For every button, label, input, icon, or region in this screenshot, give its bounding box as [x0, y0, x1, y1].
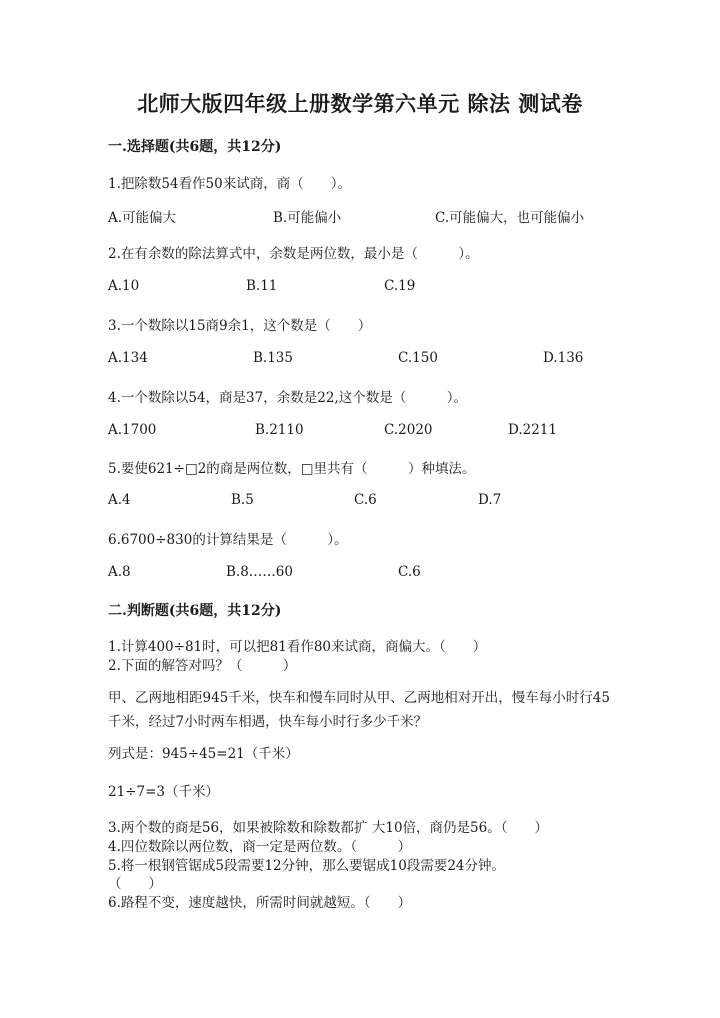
judge-question-4: 4.四位数除以两位数，商一定是两位数。（ ）	[108, 839, 412, 855]
question-6-options	[108, 564, 628, 584]
option-b: B.可能偏小	[273, 210, 342, 226]
option-b: B.135	[253, 350, 293, 366]
option-a: A.10	[108, 278, 140, 294]
section-1-heading: 一.选择题(共6题，共12分)	[108, 139, 282, 155]
question-5: 5.要使621÷□2的商是两位数，□里共有（ ）种填法。	[108, 461, 476, 477]
option-c: C.2020	[384, 422, 433, 438]
page-title: 北师大版四年级上册数学第六单元 除法 测试卷	[137, 91, 583, 116]
option-a: A.8	[108, 564, 131, 580]
question-4: 4.一个数除以54，商是37，余数是22,这个数是（ ）。	[108, 390, 467, 406]
question-4-options	[108, 422, 628, 442]
option-c: C.19	[384, 278, 416, 294]
question-3: 3.一个数除以15商9余1，这个数是（ ）	[108, 318, 372, 334]
judge-question-5-paren: （ ）	[108, 876, 162, 892]
solution-step-2: 21÷7=3（千米）	[108, 784, 219, 800]
option-d: D.7	[478, 492, 502, 508]
option-a: A.134	[108, 350, 148, 366]
question-1-options	[108, 206, 628, 226]
question-1: 1.把除数54看作50来试商，商（ ）。	[108, 176, 351, 192]
option-d: D.2211	[508, 422, 557, 438]
question-2: 2.在有余数的除法算式中，余数是两位数，最小是（ ）。	[108, 246, 479, 262]
option-b: B.8……60	[226, 564, 293, 580]
judge-question-1: 1.计算400÷81时，可以把81看作80来试商，商偏大。（ ）	[108, 639, 487, 655]
judge-question-6: 6.路程不变，速度越快，所需时间就越短。（ ）	[108, 895, 412, 911]
solution-step-1: 列式是：945÷45=21（千米）	[108, 746, 299, 762]
option-b: B.5	[231, 492, 254, 508]
judge-question-2: 2.下面的解答对吗？（ ）	[108, 658, 297, 674]
judge-question-5: 5.将一根钢管锯成5段需要12分钟，那么要锯成10段需要24分钟。	[108, 858, 506, 874]
option-c: C.6	[354, 492, 377, 508]
question-2-options	[108, 278, 628, 298]
question-5-options	[108, 492, 628, 512]
option-a: A.1700	[108, 422, 157, 438]
question-6: 6.6700÷830的计算结果是（ ）。	[108, 532, 348, 548]
option-b: B.2110	[255, 422, 304, 438]
option-d: D.136	[543, 350, 584, 366]
option-c: C.150	[398, 350, 438, 366]
option-b: B.11	[246, 278, 278, 294]
option-a: A.可能偏大	[108, 210, 177, 226]
option-c: C.6	[398, 564, 421, 580]
option-c: C.可能偏大，也可能偏小	[435, 210, 585, 226]
word-problem: 甲、乙两地相距945千米，快车和慢车同时从甲、乙两地相对开出，慢车每小时行45千米，经过7小时两车相遇，快车每小时行多少千米？	[108, 690, 610, 730]
option-a: A.4	[108, 492, 131, 508]
judge-question-3: 3.两个数的商是56，如果被除数和除数都扩 大10倍，商仍是56。（ ）	[108, 820, 548, 836]
question-3-options	[108, 350, 628, 370]
section-2-heading: 二.判断题(共6题，共12分)	[108, 603, 282, 619]
